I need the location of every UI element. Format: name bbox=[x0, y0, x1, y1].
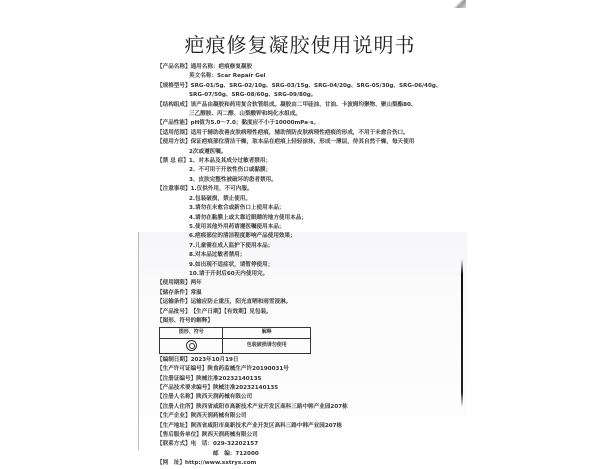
symbols-table bbox=[159, 327, 311, 353]
production-address-text: 陕西省咸阳市高新技术产业开发区高科三路中韩产业园207栋 bbox=[190, 422, 343, 429]
section-label: 【生产企业】 bbox=[157, 413, 191, 420]
tech-requirement-section bbox=[157, 384, 457, 393]
shelf-life-section bbox=[157, 279, 457, 288]
performance-text: pH值为5.0～7.0；黏度应不小于10000mPa·s。 bbox=[190, 120, 320, 127]
section-label: 【注册人名称】 bbox=[157, 394, 197, 401]
composition-line: 三乙醇胺、丙二醇、山梨酸钾和纯化水组成。 bbox=[189, 111, 301, 118]
batch-section bbox=[157, 308, 457, 317]
performance-section bbox=[157, 119, 457, 128]
scope-section bbox=[157, 129, 457, 138]
precaution-row bbox=[157, 223, 457, 232]
compile-date-text: 2023年10月19日 bbox=[190, 356, 239, 363]
usage-line: 保证疤痕部位清洁干燥，取本品在疤痕上轻轻涂抹，形成一薄层，待其自然干燥，每天使用 bbox=[190, 139, 415, 146]
precaution-row bbox=[157, 251, 457, 260]
precaution-item: 5.使用其他外用药请遵医嘱使用本品； bbox=[189, 223, 285, 230]
do-not-use-if-damaged-icon bbox=[186, 340, 197, 351]
transport-text: 运输应防止重压，阳光直晒和雨雪浸淋。 bbox=[190, 299, 292, 306]
paper-edge-shadow bbox=[461, 259, 463, 407]
contraindication-row bbox=[157, 176, 457, 185]
english-name: 英文名称：Scar Repair Gel bbox=[189, 73, 266, 80]
symbols-section bbox=[157, 317, 457, 326]
contact-postcode-row bbox=[157, 450, 457, 459]
section-label: 【产品批号】 bbox=[157, 308, 191, 315]
generic-name: 通用名称：疤痕修复凝胶 bbox=[190, 64, 253, 70]
precaution-row bbox=[157, 195, 457, 204]
tech-requirement-text: 陕械注准20232140135 bbox=[212, 385, 279, 391]
symbol-meaning: 包装破损请勿使用 bbox=[223, 338, 311, 353]
usage-section bbox=[157, 138, 457, 147]
contraindication-item: 3、皮肤完整性被破坏的患者禁用。 bbox=[189, 176, 277, 183]
after-sales-text: 陕西天润药械有限公司 bbox=[201, 432, 258, 439]
page-fold-corner bbox=[452, 0, 466, 8]
section-label: 【使用期限】 bbox=[157, 280, 191, 287]
precaution-item: 8.对本品过敏者禁用； bbox=[189, 252, 246, 259]
storage-section bbox=[157, 289, 457, 298]
storage-text: 常温 bbox=[190, 289, 202, 296]
precaution-item: 6.疤痕部位的清洁程度影响产品使用效果； bbox=[189, 233, 296, 240]
precaution-row bbox=[157, 261, 457, 270]
production-license-text: 陕食药监械生产许20190031号 bbox=[207, 366, 289, 373]
product-name-section bbox=[157, 63, 457, 72]
section-label: 【注册证编号】 bbox=[157, 375, 197, 382]
precaution-item: 9.如出现不适症状，请暂停使用； bbox=[189, 261, 274, 268]
instruction-body bbox=[157, 63, 457, 469]
section-label: 【储存条件】 bbox=[157, 289, 191, 296]
transport-section bbox=[157, 298, 457, 307]
registration-section bbox=[157, 375, 457, 384]
composition-section bbox=[157, 101, 457, 110]
website-section bbox=[157, 459, 457, 468]
precaution-item: 3.请勿在未愈合或新伤口上使用本品； bbox=[189, 205, 285, 212]
section-label: 【适用范围】 bbox=[157, 129, 191, 136]
section-label: 【编制日期】 bbox=[157, 356, 191, 363]
registrant-address-text: 陕西省咸阳市高新技术产业开发区高科三路中韩产业园207栋 bbox=[196, 403, 348, 410]
section-label: 【售后服务单位】 bbox=[157, 432, 202, 439]
spec-line: SRG-07/50g、SRG-08/60g、SRG-09/80g。 bbox=[189, 92, 317, 99]
contact-section bbox=[157, 440, 457, 449]
section-label: 【运输条件】 bbox=[157, 299, 191, 306]
compile-date-section bbox=[157, 356, 457, 365]
symbol-cell bbox=[160, 338, 223, 353]
symbols-table-header bbox=[160, 328, 311, 338]
precaution-row bbox=[157, 242, 457, 251]
section-label: 【规格型号】 bbox=[157, 82, 191, 89]
manufacturer-text: 陕西天润药械有限公司 bbox=[190, 413, 247, 420]
section-label: 【禁 忌 症】 bbox=[157, 158, 189, 165]
registration-text: 陕械注准20232140135 bbox=[196, 375, 262, 382]
production-address-section bbox=[157, 422, 457, 431]
precaution-item: 10.请于开封后60天内使用完。 bbox=[189, 270, 269, 277]
spec-section bbox=[157, 82, 457, 91]
registrant-name-section bbox=[157, 393, 457, 402]
precaution-item: 7.儿童需在成人监护下使用本品； bbox=[189, 242, 274, 249]
table-row bbox=[160, 338, 311, 353]
composition-line: 该产品由凝胶和药用复合软管组成。凝胶由二甲硅油、甘油、卡波姆均聚物、聚山梨酯80、 bbox=[190, 101, 417, 108]
contraindications-section bbox=[157, 157, 457, 166]
section-label: 【产品技术要求编号】 bbox=[157, 385, 213, 391]
section-label: 【生产地址】 bbox=[157, 422, 191, 429]
batch-text: 【生产日期】【有效期】见包装。 bbox=[190, 308, 272, 315]
section-label: 【网 址】 bbox=[157, 460, 185, 467]
section-label: 【结构组成】 bbox=[157, 101, 191, 108]
registrant-name-text: 陕西天润药械有限公司 bbox=[196, 394, 253, 401]
contact-phone: 电 话：029-32202157 bbox=[190, 441, 259, 448]
usage-line: 2次或遵医嘱。 bbox=[189, 148, 227, 155]
section-label: 【产品性能】 bbox=[157, 120, 191, 127]
website-link[interactable]: http://www.sxtrys.com bbox=[184, 460, 257, 467]
precaution-item: 1.仅供外用，不可内服。 bbox=[190, 186, 253, 193]
precaution-row bbox=[157, 214, 457, 223]
precaution-item: 4.请勿在黏膜上或太靠近眼睛的地方使用本品； bbox=[189, 214, 307, 221]
precautions-section bbox=[157, 185, 457, 194]
after-sales-section bbox=[157, 431, 457, 440]
precaution-row bbox=[157, 204, 457, 213]
contact-postcode: 邮 编：712000 bbox=[213, 450, 259, 457]
column-header: 解释 bbox=[223, 328, 311, 338]
registrant-address-section bbox=[157, 403, 457, 412]
contraindication-item: 1、对本品及其成分过敏者禁用； bbox=[188, 158, 272, 165]
english-name-row bbox=[157, 72, 457, 81]
section-label: 【联系方式】 bbox=[157, 441, 191, 448]
spec-line: SRG-01/5g、SRG-02/10g、SRG-03/15g、SRG-04/20g、SRG-05/30g、SRG-06/40g、 bbox=[190, 82, 442, 89]
spec-line-2-row bbox=[157, 91, 457, 100]
document-title: 疤痕修复凝胶使用说明书 bbox=[184, 33, 416, 58]
section-label: 【注册人住所】 bbox=[157, 403, 197, 410]
composition-line-2-row bbox=[157, 110, 457, 119]
usage-line-2-row bbox=[157, 148, 457, 157]
production-license-section bbox=[157, 365, 457, 374]
section-label: 【注意事项】 bbox=[157, 186, 191, 193]
contraindication-item: 2、不可用于开放性伤口或黏膜； bbox=[189, 167, 272, 174]
shelf-life-text: 两年 bbox=[190, 280, 202, 287]
precaution-item: 2.包装破损，禁止使用。 bbox=[189, 195, 251, 202]
section-label: 【使用方法】 bbox=[157, 139, 191, 146]
precaution-row bbox=[157, 232, 457, 241]
scope-text: 适用于辅助改善皮肤病理性疤痕，辅助预防皮肤病理性疤痕的形成，不用于未愈合伤口。 bbox=[190, 129, 409, 136]
section-label: 【图形、符号的解释】 bbox=[157, 317, 213, 324]
precaution-row bbox=[157, 270, 457, 279]
section-label: 【产品名称】 bbox=[157, 64, 191, 70]
contraindication-row bbox=[157, 166, 457, 175]
manufacturer-section bbox=[157, 412, 457, 421]
section-label: 【生产许可证编号】 bbox=[157, 366, 208, 373]
column-header: 图形、符号 bbox=[160, 328, 223, 338]
